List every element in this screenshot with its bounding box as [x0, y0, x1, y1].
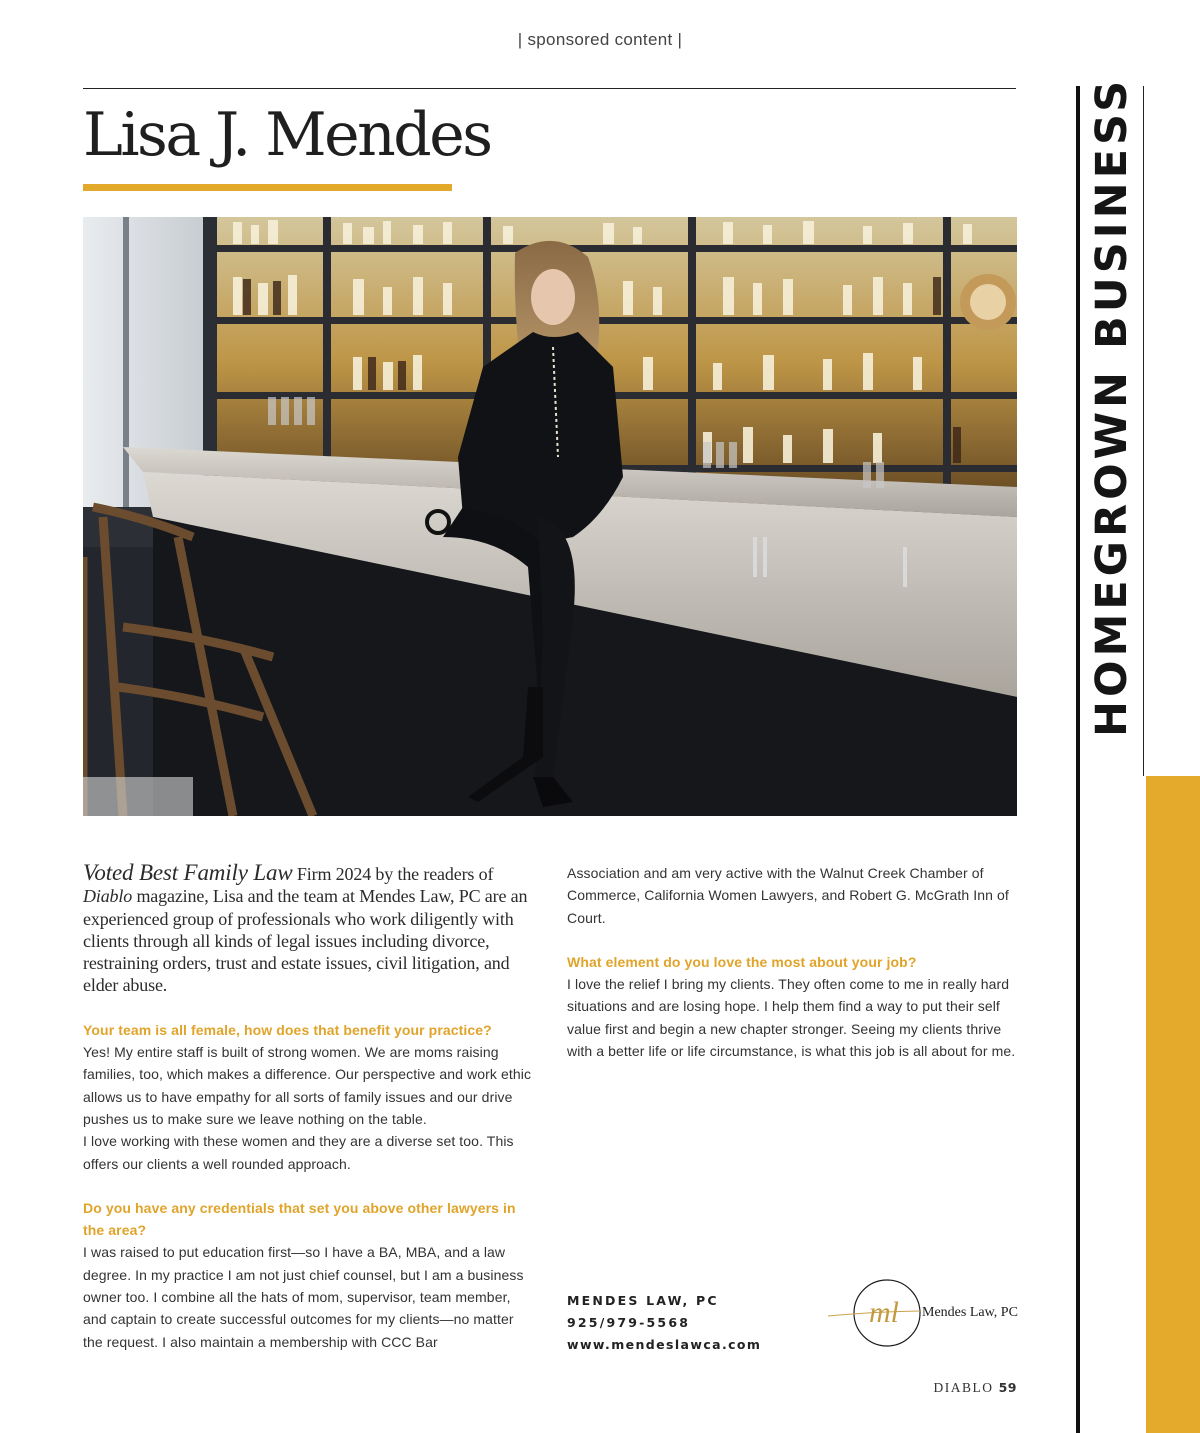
contact-website-link[interactable]: www.mendeslawca.com — [567, 1337, 762, 1352]
sidebar-rule — [1076, 86, 1080, 1433]
title-underline — [83, 184, 452, 191]
sponsored-content-label: | sponsored content | — [517, 30, 683, 49]
intro-highlight: Voted Best Family Law — [83, 860, 293, 885]
question-3: What element do you love the most about your job? — [567, 953, 917, 970]
article-column-left — [83, 862, 535, 1353]
answer-2-paragraph-1: I was raised to put education first—so I have a BA, MBA, and a law degree. In my practice I am not just chief counsel, but I am a business owner too. I combine all the hats of mom, supervisor, team member, and captain to create successful outcomes for my clients—no matter the request. I also maintain a membership with CCC Bar — [83, 1244, 524, 1350]
page-footer — [933, 1380, 1017, 1396]
logo-firm-name: Mendes Law, PC — [922, 1305, 1018, 1320]
question-1: Your team is all female, how does that benefit your practice? — [83, 1021, 492, 1038]
question-2: Do you have any credentials that set you above other lawyers in the area? — [83, 1199, 516, 1239]
contact-firm: MENDES LAW, PC — [567, 1293, 719, 1308]
intro-paragraph — [83, 862, 535, 997]
contact-block — [567, 1290, 761, 1356]
contact-phone[interactable]: 925/979-5568 — [567, 1315, 691, 1330]
sidebar-gold-block — [1146, 776, 1200, 1433]
answer-3-paragraph-1: I love the relief I bring my clients. They often come to me in really hard situations and are losing hope. I help them find a way to put their self value first and begin a new chapter stronger. Seeing my clients thrive with a better life or life circumstance, is what this job is all about for me. — [567, 976, 1016, 1060]
answer-2-continued: Association and am very active with the Walnut Creek Chamber of Commerce, California Women Lawyers, and Robert G. McGrath Inn of Court. — [567, 865, 1009, 926]
answer-1-paragraph-1: Yes! My entire staff is built of strong women. We are moms raising families, too, which makes a difference. Our perspective and work ethic allows us to have empathy for all sorts of family issues and our drive pushes us to make sure we leave nothing on the table. — [83, 1044, 532, 1127]
section-label: HOMEGROWN BUSINESS — [1087, 76, 1137, 738]
intro-magazine: Diablo — [83, 886, 133, 907]
portrait-photo — [83, 217, 1017, 816]
article-title: Lisa J. Mendes — [83, 100, 491, 170]
footer-magazine: DIABLO — [933, 1380, 994, 1395]
sidebar-thin-rule — [1143, 86, 1144, 776]
page-number: 59 — [998, 1380, 1017, 1395]
article-column-right — [567, 862, 1017, 1062]
logo-monogram: ml — [869, 1296, 899, 1329]
intro-part-1: Firm 2024 by the readers of — [292, 864, 494, 884]
answer-1-paragraph-2: I love working with these women and they are a diverse set too. This offers our clients a well rounded approach. — [83, 1133, 514, 1172]
intro-part-2: magazine, Lisa and the team at Mendes Law, PC are an experienced group of professionals who work diligently with clients through all kinds of legal issues including divorce, restraining orders, trust and estate issues, civil litigation, and elder abuse. — [83, 886, 528, 996]
top-divider — [83, 88, 1016, 89]
